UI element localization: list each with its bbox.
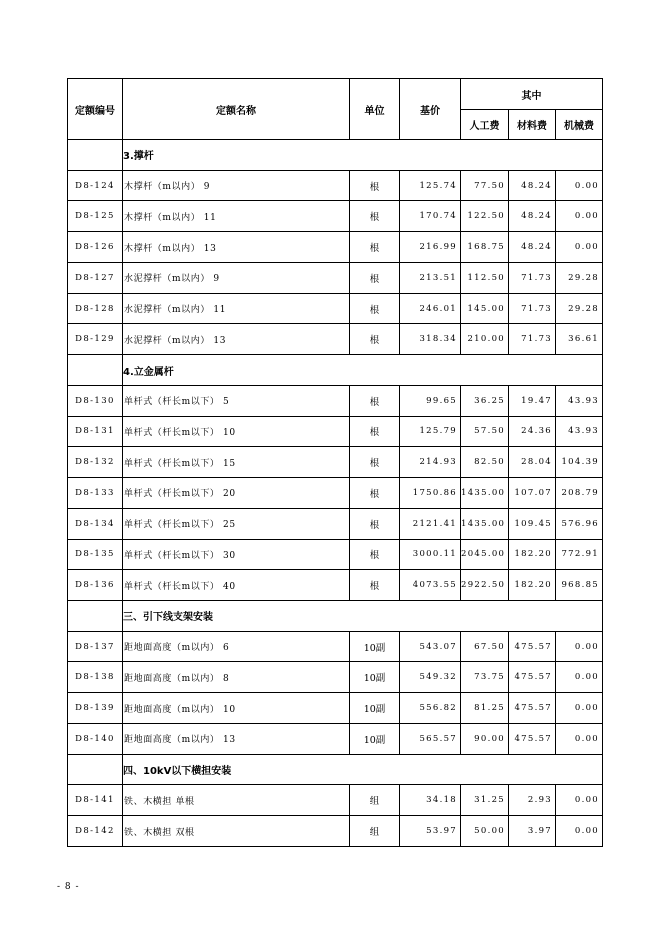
table-row [68, 816, 603, 847]
base-price-cell: 213.51 [400, 262, 461, 293]
unit-cell: 根 [350, 570, 400, 601]
material-cost-cell: 24.36 [509, 416, 556, 447]
name-cell: 木撑杆（m以内） 13 [123, 232, 350, 263]
name-cell: 距地面高度（m以内） 10 [123, 693, 350, 724]
machine-cost-cell: 0.00 [556, 170, 603, 201]
code-cell: D8-127 [68, 262, 123, 293]
code-cell: D8-126 [68, 232, 123, 263]
code-cell [68, 140, 123, 171]
machine-cost-cell: 0.00 [556, 723, 603, 754]
material-cost-cell: 19.47 [509, 385, 556, 416]
name-cell: 水泥撑杆（m以内） 13 [123, 324, 350, 355]
unit-cell: 组 [350, 816, 400, 847]
section-title: 三、引下线支架安装 [123, 601, 603, 632]
base-price-cell: 216.99 [400, 232, 461, 263]
unit-cell: 根 [350, 201, 400, 232]
name-cell: 木撑杆（m以内） 11 [123, 201, 350, 232]
unit-cell: 根 [350, 293, 400, 324]
name-cell: 单杆式（杆长m以下） 15 [123, 447, 350, 478]
base-price-cell: 4073.55 [400, 570, 461, 601]
header-code: 定额编号 [68, 79, 123, 140]
table-row [68, 170, 603, 201]
section-row [68, 355, 603, 386]
material-cost-cell: 475.57 [509, 693, 556, 724]
table-row [68, 785, 603, 816]
code-cell [68, 355, 123, 386]
code-cell: D8-137 [68, 631, 123, 662]
machine-cost-cell: 0.00 [556, 631, 603, 662]
unit-cell: 根 [350, 447, 400, 478]
code-cell: D8-142 [68, 816, 123, 847]
code-cell: D8-139 [68, 693, 123, 724]
code-cell: D8-136 [68, 570, 123, 601]
machine-cost-cell: 0.00 [556, 232, 603, 263]
base-price-cell: 99.65 [400, 385, 461, 416]
name-cell: 距地面高度（m以内） 13 [123, 723, 350, 754]
table-row [68, 293, 603, 324]
header-base-price: 基价 [400, 79, 461, 140]
table-row [68, 539, 603, 570]
table-row [68, 631, 603, 662]
header-labor: 人工费 [461, 110, 509, 140]
table-row [68, 723, 603, 754]
code-cell: D8-134 [68, 508, 123, 539]
table-row [68, 478, 603, 509]
material-cost-cell: 28.04 [509, 447, 556, 478]
quota-table [67, 78, 603, 847]
section-row [68, 601, 603, 632]
labor-cost-cell: 122.50 [461, 201, 509, 232]
machine-cost-cell: 36.61 [556, 324, 603, 355]
labor-cost-cell: 90.00 [461, 723, 509, 754]
name-cell: 单杆式（杆长m以下） 20 [123, 478, 350, 509]
table-row [68, 416, 603, 447]
labor-cost-cell: 210.00 [461, 324, 509, 355]
machine-cost-cell: 0.00 [556, 693, 603, 724]
machine-cost-cell: 29.28 [556, 293, 603, 324]
code-cell: D8-128 [68, 293, 123, 324]
machine-cost-cell: 0.00 [556, 785, 603, 816]
machine-cost-cell: 29.28 [556, 262, 603, 293]
material-cost-cell: 2.93 [509, 785, 556, 816]
name-cell: 距地面高度（m以内） 6 [123, 631, 350, 662]
unit-cell: 10副 [350, 631, 400, 662]
unit-cell: 组 [350, 785, 400, 816]
material-cost-cell: 71.73 [509, 262, 556, 293]
unit-cell: 根 [350, 385, 400, 416]
base-price-cell: 2121.41 [400, 508, 461, 539]
labor-cost-cell: 112.50 [461, 262, 509, 293]
base-price-cell: 125.79 [400, 416, 461, 447]
material-cost-cell: 475.57 [509, 723, 556, 754]
material-cost-cell: 109.45 [509, 508, 556, 539]
labor-cost-cell: 2045.00 [461, 539, 509, 570]
labor-cost-cell: 77.50 [461, 170, 509, 201]
code-cell: D8-125 [68, 201, 123, 232]
name-cell: 单杆式（杆长m以下） 25 [123, 508, 350, 539]
machine-cost-cell: 968.85 [556, 570, 603, 601]
name-cell: 单杆式（杆长m以下） 5 [123, 385, 350, 416]
table-row [68, 385, 603, 416]
material-cost-cell: 71.73 [509, 324, 556, 355]
code-cell: D8-133 [68, 478, 123, 509]
header-machine: 机械费 [556, 110, 603, 140]
table-row [68, 508, 603, 539]
material-cost-cell: 3.97 [509, 816, 556, 847]
machine-cost-cell: 576.96 [556, 508, 603, 539]
table-row [68, 262, 603, 293]
header-row [68, 79, 603, 110]
unit-cell: 根 [350, 262, 400, 293]
base-price-cell: 34.18 [400, 785, 461, 816]
header-among: 其中 [461, 79, 603, 110]
machine-cost-cell: 772.91 [556, 539, 603, 570]
unit-cell: 10副 [350, 693, 400, 724]
section-title: 3.撑杆 [123, 140, 603, 171]
code-cell: D8-140 [68, 723, 123, 754]
labor-cost-cell: 2922.50 [461, 570, 509, 601]
name-cell: 距地面高度（m以内） 8 [123, 662, 350, 693]
header-unit: 单位 [350, 79, 400, 140]
section-title: 4.立金属杆 [123, 355, 603, 386]
name-cell: 单杆式（杆长m以下） 40 [123, 570, 350, 601]
material-cost-cell: 182.20 [509, 570, 556, 601]
code-cell: D8-131 [68, 416, 123, 447]
base-price-cell: 556.82 [400, 693, 461, 724]
section-title: 四、10kV以下横担安装 [123, 754, 603, 785]
section-row [68, 754, 603, 785]
code-cell: D8-138 [68, 662, 123, 693]
base-price-cell: 549.32 [400, 662, 461, 693]
table-row [68, 662, 603, 693]
labor-cost-cell: 50.00 [461, 816, 509, 847]
machine-cost-cell: 208.79 [556, 478, 603, 509]
material-cost-cell: 48.24 [509, 170, 556, 201]
labor-cost-cell: 1435.00 [461, 508, 509, 539]
unit-cell: 10副 [350, 723, 400, 754]
material-cost-cell: 182.20 [509, 539, 556, 570]
unit-cell: 根 [350, 232, 400, 263]
header-name: 定额名称 [123, 79, 350, 140]
labor-cost-cell: 145.00 [461, 293, 509, 324]
page-number: - 8 - [57, 882, 80, 892]
header-material: 材料费 [509, 110, 556, 140]
name-cell: 铁、木横担 单根 [123, 785, 350, 816]
unit-cell: 根 [350, 416, 400, 447]
name-cell: 铁、木横担 双根 [123, 816, 350, 847]
base-price-cell: 53.97 [400, 816, 461, 847]
table-row [68, 324, 603, 355]
unit-cell: 根 [350, 324, 400, 355]
labor-cost-cell: 73.75 [461, 662, 509, 693]
unit-cell: 根 [350, 170, 400, 201]
machine-cost-cell: 0.00 [556, 662, 603, 693]
machine-cost-cell: 43.93 [556, 385, 603, 416]
unit-cell: 根 [350, 539, 400, 570]
name-cell: 单杆式（杆长m以下） 10 [123, 416, 350, 447]
machine-cost-cell: 0.00 [556, 201, 603, 232]
unit-cell: 10副 [350, 662, 400, 693]
base-price-cell: 125.74 [400, 170, 461, 201]
base-price-cell: 565.57 [400, 723, 461, 754]
machine-cost-cell: 0.00 [556, 816, 603, 847]
labor-cost-cell: 57.50 [461, 416, 509, 447]
labor-cost-cell: 36.25 [461, 385, 509, 416]
labor-cost-cell: 81.25 [461, 693, 509, 724]
table-row [68, 693, 603, 724]
name-cell: 水泥撑杆（m以内） 11 [123, 293, 350, 324]
material-cost-cell: 48.24 [509, 201, 556, 232]
code-cell [68, 754, 123, 785]
machine-cost-cell: 43.93 [556, 416, 603, 447]
machine-cost-cell: 104.39 [556, 447, 603, 478]
code-cell: D8-130 [68, 385, 123, 416]
name-cell: 单杆式（杆长m以下） 30 [123, 539, 350, 570]
table-row [68, 201, 603, 232]
material-cost-cell: 107.07 [509, 478, 556, 509]
table-row [68, 447, 603, 478]
base-price-cell: 3000.11 [400, 539, 461, 570]
labor-cost-cell: 168.75 [461, 232, 509, 263]
unit-cell: 根 [350, 478, 400, 509]
table-row [68, 570, 603, 601]
section-row [68, 140, 603, 171]
base-price-cell: 246.01 [400, 293, 461, 324]
base-price-cell: 543.07 [400, 631, 461, 662]
code-cell: D8-132 [68, 447, 123, 478]
base-price-cell: 170.74 [400, 201, 461, 232]
code-cell: D8-135 [68, 539, 123, 570]
unit-cell: 根 [350, 508, 400, 539]
code-cell: D8-129 [68, 324, 123, 355]
material-cost-cell: 71.73 [509, 293, 556, 324]
base-price-cell: 214.93 [400, 447, 461, 478]
code-cell [68, 601, 123, 632]
name-cell: 木撑杆（m以内） 9 [123, 170, 350, 201]
base-price-cell: 1750.86 [400, 478, 461, 509]
labor-cost-cell: 82.50 [461, 447, 509, 478]
code-cell: D8-124 [68, 170, 123, 201]
name-cell: 水泥撑杆（m以内） 9 [123, 262, 350, 293]
material-cost-cell: 475.57 [509, 662, 556, 693]
material-cost-cell: 48.24 [509, 232, 556, 263]
labor-cost-cell: 1435.00 [461, 478, 509, 509]
code-cell: D8-141 [68, 785, 123, 816]
labor-cost-cell: 31.25 [461, 785, 509, 816]
labor-cost-cell: 67.50 [461, 631, 509, 662]
table-row [68, 232, 603, 263]
base-price-cell: 318.34 [400, 324, 461, 355]
material-cost-cell: 475.57 [509, 631, 556, 662]
